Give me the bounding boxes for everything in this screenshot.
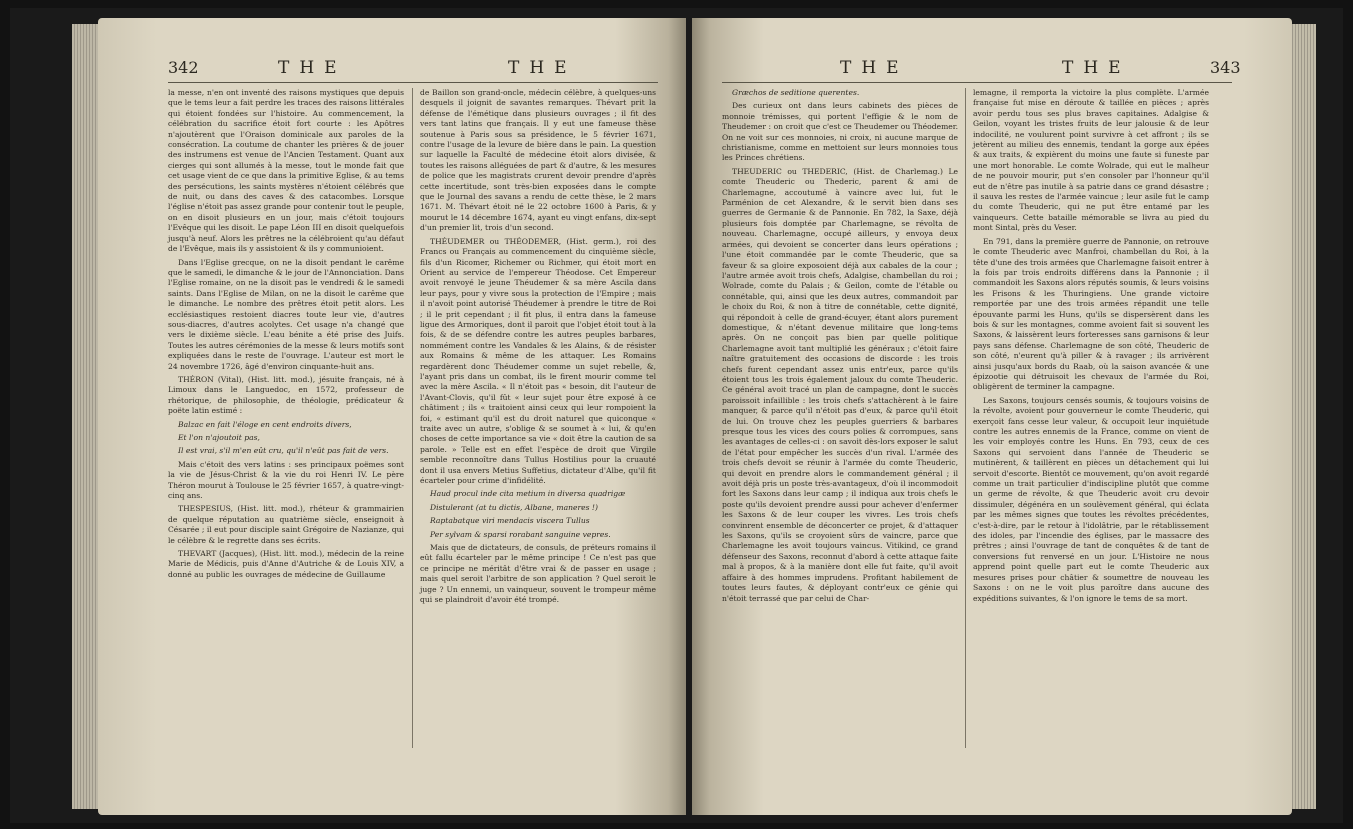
header-rule-left <box>168 82 658 83</box>
paragraph: THÉUDEMER ou THÉODEMER, (Hist. germ.), roi des Francs ou Français au commencement du cinquième siècle, fils d'un Ricomer, Richemer ou Richmer, qui étoit mort en Orient au service de l'empereur Théodose. Cet Empereur avoit renvoyé le jeune Théudemer & sa mère Ascila dans leur pays, pour y vivre sous la protection de l'Empire ; mais il n'avoit point autorisé Théudemer à prendre le titre de Roi ; il le prit cependant ; il fit plus, il entra dans la fameuse ligue des Armoriques, dont il paroit que l'objet étoit tout à la fois, & de se défendre contre les autres peuples barbares, nommément contre les Vandales & les Alains, & de résister aux Romains & même de les attaquer. Les Romains regardèrent donc Théudemer comme un sujet rebelle, &, l'ayant pris dans un combat, ils le firent mourir comme tel avec la mère Ascila. « Il n'étoit pas « besoin, dit l'auteur de l'Avant-Clovis, qu'il fût « leur sujet pour être exposé à ce châtiment ; ils « traitoient ainsi ceux qui leur rompoient la foi, « estimant qu'il est du droit naturel que quiconque « traite avec un autre, s'oblige & se soumet à « lui, & qu'en choses de cette importance sa vie « doit être la caution de sa parole. » Telle est en effet l'espèce de droit que Virgile semble reconnoître dans Tullus Hostilius pour la cruauté dont il usa envers Metius Suffetius, dictateur d'Albe, qu'il fit écarteler pour crime d'infidélité. <box>420 236 656 486</box>
paragraph: de Baillon son grand-oncle, médecin célèbre, à quelques-uns desquels il joignit de savantes remarques. Thévart prit la défense de l'émétique dans plusieurs ouvrages ; il fit des vers tant latins que français. Il y eut une fameuse thèse soutenue à Paris sous sa présidence, le 5 février 1671, contre l'usage de la levure de bière dans le pain. La question sur laquelle la Faculté de médecine étoit alors divisée, & toutes les raisons alléguées de part & d'autre, & les mesures de police que les magistrats crurent devoir prendre d'après cette incertitude, sont très-bien exposées dans le compte que le Journal des savans a rendu de cette thèse, le 2 mars 1671. M. Thévart étoit né le 22 octobre 1600 à Paris, & y mourut le 14 décembre 1674, ayant eu vingt enfans, dix-sept d'un premier lit, trois d'un second. <box>420 88 656 233</box>
paragraph: Per sylvam & sparsi rorabant sanguine vepres. <box>430 529 611 539</box>
left-column-2 <box>420 88 656 609</box>
paragraph: Dans l'Eglise grecque, on ne la disoit pendant le carême que le samedi, le dimanche & le jour de l'Annonciation. Dans l'Eglise romaine, on ne la disoit pas le vendredi & le samedi saints. Dans l'Eglise de Milan, on ne la disoit le carême que le dimanche. Le nombre des prêtres étoit petit alors. Les ecclésiastiques restoient diacres toute leur vie, d'autres sous-diacres, d'autres acolytes. Cet usage n'a changé que vers le dixième siècle. L'eau bénite a été prise des Juifs. Toutes les autres cérémonies de la messe & leurs motifs sont expliquées dans le reste de l'ouvrage. L'auteur est mort le 24 novembre 1726, âgé d'environ cinquante-huit ans. <box>168 257 404 371</box>
column-separator-right <box>965 88 966 748</box>
running-head-right-1: THE <box>840 58 909 78</box>
paragraph: En 791, dans la première guerre de Pannonie, on retrouve le comte Theuderic avec Manfroi, chambellan du Roi, à la tête d'une des trois armées que Charlemagne faisoit entrer à la fois par trois endroits différens dans la Pannonie ; il commandoit les Saxons alors réputés soumis, & leurs voisins les Frisons & les Thuringiens. Une grande victoire remportée par une des trois armées répandit une telle épouvante parmi les Huns, qu'ils se dispersèrent dans les bois & sur les montagnes, comme avoient fait si souvent les Saxons, & laissèrent leurs forteresses sans garnisons & leur pays sans défense. Charlemagne de son côté, Theuderic de son côté, n'eurent qu'à piller & à ravager ; ils arrivèrent ainsi jusqu'aux bords du Raab, où la saison avancée & une épizootie qui détruisoit les chevaux de l'armée du Roi, obligèrent de terminer la campagne. <box>973 236 1209 392</box>
paragraph: Mais que de dictateurs, de consuls, de préteurs romains il eût fallu écarteler par le même principe ! Ce n'est pas que ce principe ne méritât d'être vrai & de passer en usage ; mais quel seroit l'arbitre de son application ? Quel seroit le juge ? Un ennemi, un vainqueur, souvent le trompeur même qui se plaindroit d'avoir été trompé. <box>420 543 656 605</box>
paragraph: THEUDERIC ou THEDERIC, (Hist. de Charlemag.) Le comte Theuderic ou Thederic, parent & ami de Charlemagne, accoutumé à vaincre avec lui, fut le Parménion de cet Alexandre, & le servit bien dans ses guerres de Germanie & de Pannonie. En 782, la Saxe, déjà plusieurs fois domptée par Charlemagne, se révolta de nouveau. Charlemagne, occupé ailleurs, y envoya deux armées, qui devoient se concerter dans leurs opérations ; l'une étoit commandée par le comte Theuderic, que sa faveur & sa gloire exposoient déjà aux cabales de la cour ; l'autre armée avoit trois chefs, Adalgise, chambellan du roi ; Wolrade, comte du Palais ; & Geilon, comte de l'étable ou connétable, qui, ainsi que les deux autres, commandoit par le choix du Roi, & non à titre de connétable, cette dignité, qui répondoit à celle de grand-écuyer, étant alors purement domestique, & n'étant devenue militaire que long-tems après. On ne conçoit pas bien par quelle politique Charlemagne avoit tant multiplié les généraux ; c'étoit faire naître gratuitement des occasions de discorde : les trois chefs furent cependant assez unis entr'eux, parce qu'ils étoient tous les trois également jaloux du comte Theuderic. Ce général avoit tracé un plan de campagne, dont le succès paroissoit infaillible : les trois chefs s'attachèrent à le faire manquer, & parce qu'il n'étoit pas d'eux, & parce qu'il étoit de lui. On trouve chez les peuples guerriers & barbares presque tous les vices des cours polies & corrompues, sans les avantages de celles-ci : on savoit dès-lors exposer le salut de l'état pour empêcher les succès d'un rival. L'armée des trois chefs devoit se réunir à l'armée du comte Theuderic, qui devoit en prendre alors le commandement général ; il avoit déjà pris un poste très-avantageux, d'où il incommodoit fort les Saxons dans leur camp ; il indiqua aux trois chefs le poste qu'ils devoient prendre aussi pour achever d'enfermer les Saxons & de leur couper les vivres. Les trois chefs convinrent ensemble de déconcerter ce projet, & d'attaquer les Saxons, qu'ils se croyoient sûrs de vaincre, parce que Charlemagne les avoit toujours vaincus. Vitikind, ce grand défenseur des Saxons, reconnut d'abord à cette attaque faite mal à propos, & à la manière dont elle fut faite, qu'il avoit affaire à des hommes imprudens. Profitant habilement de toutes leurs fautes, & déployant contr'eux ce génie qui n'étoit terrassé que par celui de Char- <box>722 166 958 603</box>
paragraph: Des curieux ont dans leurs cabinets des pièces de monnoie trémisses, qui portent l'effigie & le nom de Theudemer : on croit que c'est ce Theudemer ou Théodemer. On ne voit sur ces monnoies, ni croix, ni aucune marque de christianisme, comme en mettoient sur leurs monnoies tous les Princes chrétiens. <box>722 101 958 163</box>
paragraph: THÉRON (Vital), (Hist. litt. mod.), jésuite français, né à Limoux dans le Languedoc, en 1572, professeur de rhétorique, de philosophie, de théologie, prédicateur & poëte latin estimé : <box>168 374 404 416</box>
left-column-1 <box>168 88 404 583</box>
running-head-left-2: THE <box>508 58 577 78</box>
page-edges-right <box>1292 24 1316 809</box>
header-rule-right <box>722 82 1232 83</box>
paragraph: THEVART (Jacques), (Hist. litt. mod.), médecin de la reine Marie de Médicis, puis d'Anne d'Autriche & de Louis XIV, a donné au public les ouvrages de médecine de Guillaume <box>168 549 404 579</box>
page-number-left: 342 <box>168 58 199 77</box>
paragraph: THESPESIUS, (Hist. litt. mod.), rhéteur & grammairien de quelque réputation au quatrième siècle, enseignoit à Césarée ; il eut pour disciple saint Grégoire de Nazianze, qui le célèbre & le regrette dans ses écrits. <box>168 504 404 545</box>
paragraph: Mais c'étoit des vers latins : ses principaux poëmes sont la vie de Jésus-Christ & la vie du roi Henri IV. Le père Théron mourut à Toulouse le 25 février 1657, à quatre-vingt-cinq ans. <box>168 459 404 501</box>
book-spread <box>10 8 1343 823</box>
column-separator-left <box>412 88 413 748</box>
paragraph: Les Saxons, toujours censés soumis, & toujours voisins de la révolte, avoient pour gouverneur le comte Theuderic, qui exerçoit fans cesse leur valeur, & occupoit leur inquiétude contre les autres ennemis de la France, comme on vient de les voir employés contre les Huns. En 793, ceux de ces Saxons qui servoient dans l'année de Theuderic se mutinèrent, & taillèrent en pièces un détachement qui lui servoit d'escorte. Bientôt ce mouvement, qu'on avoit regardé comme un trait particulier d'indiscipline plutôt que comme un germe de révolte, & que Theuderic avoit cru devoir dissimuler, dégénéra en un soulèvement général, qui éclata par les mêmes signes que toutes les révoltes précédentes, c'est-à-dire, par le retour à l'idolâtrie, par le rétablissement des idoles, par l'incendie des églises, par le massacre des prêtres ; ainsi l'ouvrage de tant de conquêtes & de tant de conversions fut renversé en un jour. L'Histoire ne nous apprend point quelle part eut le comte Theuderic aux mesures prises pour châtier & soumettre de nouveau les Saxons : on ne le voit plus paroître dans aucune des expéditions suivantes, & l'on ignore le tems de sa mort. <box>973 395 1209 603</box>
right-column-1 <box>722 88 958 607</box>
right-page <box>692 18 1292 815</box>
paragraph: lemagne, il remporta la victoire la plus complète. L'armée française fut mise en déroute & taillée en pièces ; après avoir perdu tous ses plus braves capitaines. Adalgise & Geilon, voyant les tristes fruits de leur jalousie & de leur indocilité, ne voulurent point survivre à cet affront ; ils se jetèrent au milieu des ennemis, tendant la gorge aux épées & aux traits, & expièrent du moins une faute si funeste par une mort honorable. Le comte Wolrade, qui eut le malheur de ne pouvoir mourir, put s'en consoler par l'honneur qu'il eut de n'être pas inutile à sa patrie dans ce grand désastre ; il sauva les restes de l'armée vaincue ; leur asile fut le camp du comte Theuderic, qui ne put être entamé par les vainqueurs. Cette bataille mémorable se livra au pied du mont Sintal, près du Veser. <box>973 88 1209 233</box>
paragraph: Græchos de seditione querentes. <box>732 88 860 97</box>
paragraph: la messe, n'en ont inventé des raisons mystiques que depuis que le tems leur a fait perdre les traces des raisons littérales qui étoient fondées sur l'histoire. Au commencement, la célébration du sacrifice étoit fort courte : les Apôtres n'ajoutèrent que l'Oraison dominicale aux paroles de la consécration. La coutume de chanter les prières & de jouer des instrumens est venue de l'Ancien Testament. Quant aux cierges qui sont allumés à la messe, tout le monde fait que cet usage vient de ce que dans la primitive Eglise, & au tems des persécutions, les saints mystères n'étoient célébrés que de nuit, ou dans des caves & des catacombes. Lorsque l'église n'étoit pas assez grande pour contenir tout le peuple, on en disoit plusieurs en un jour, mais c'étoit toujours l'Evêque qui les disoit. Le pape Léon III en disoit quelquefois jusqu'à neuf. Alors les prêtres ne la célébroient qu'au défaut de l'Evêque, mais ils y assistoient & ils y communioient. <box>168 88 404 254</box>
paragraph: Il est vrai, s'il m'en eût cru, qu'il n'eût pas fait de vers. <box>178 446 389 456</box>
page-number-right: 343 <box>1210 58 1241 77</box>
running-head-right-2: THE <box>1062 58 1131 78</box>
running-head-left-1: THE <box>278 58 347 78</box>
paragraph: Balzac en fait l'éloge en cent endroits divers, <box>178 419 352 429</box>
page-edges-left <box>72 24 98 809</box>
paragraph: Et l'on n'ajoutoit pas, <box>178 433 260 442</box>
right-column-2 <box>973 88 1209 607</box>
left-page <box>98 18 686 815</box>
paragraph: Distulerant (at tu dictis, Albane, maneres !) <box>430 502 598 512</box>
paragraph: Haud procul inde cita metium in diversa quadrigæ <box>430 489 626 499</box>
paragraph: Raptabatque viri mendacis viscera Tullus <box>430 516 590 526</box>
